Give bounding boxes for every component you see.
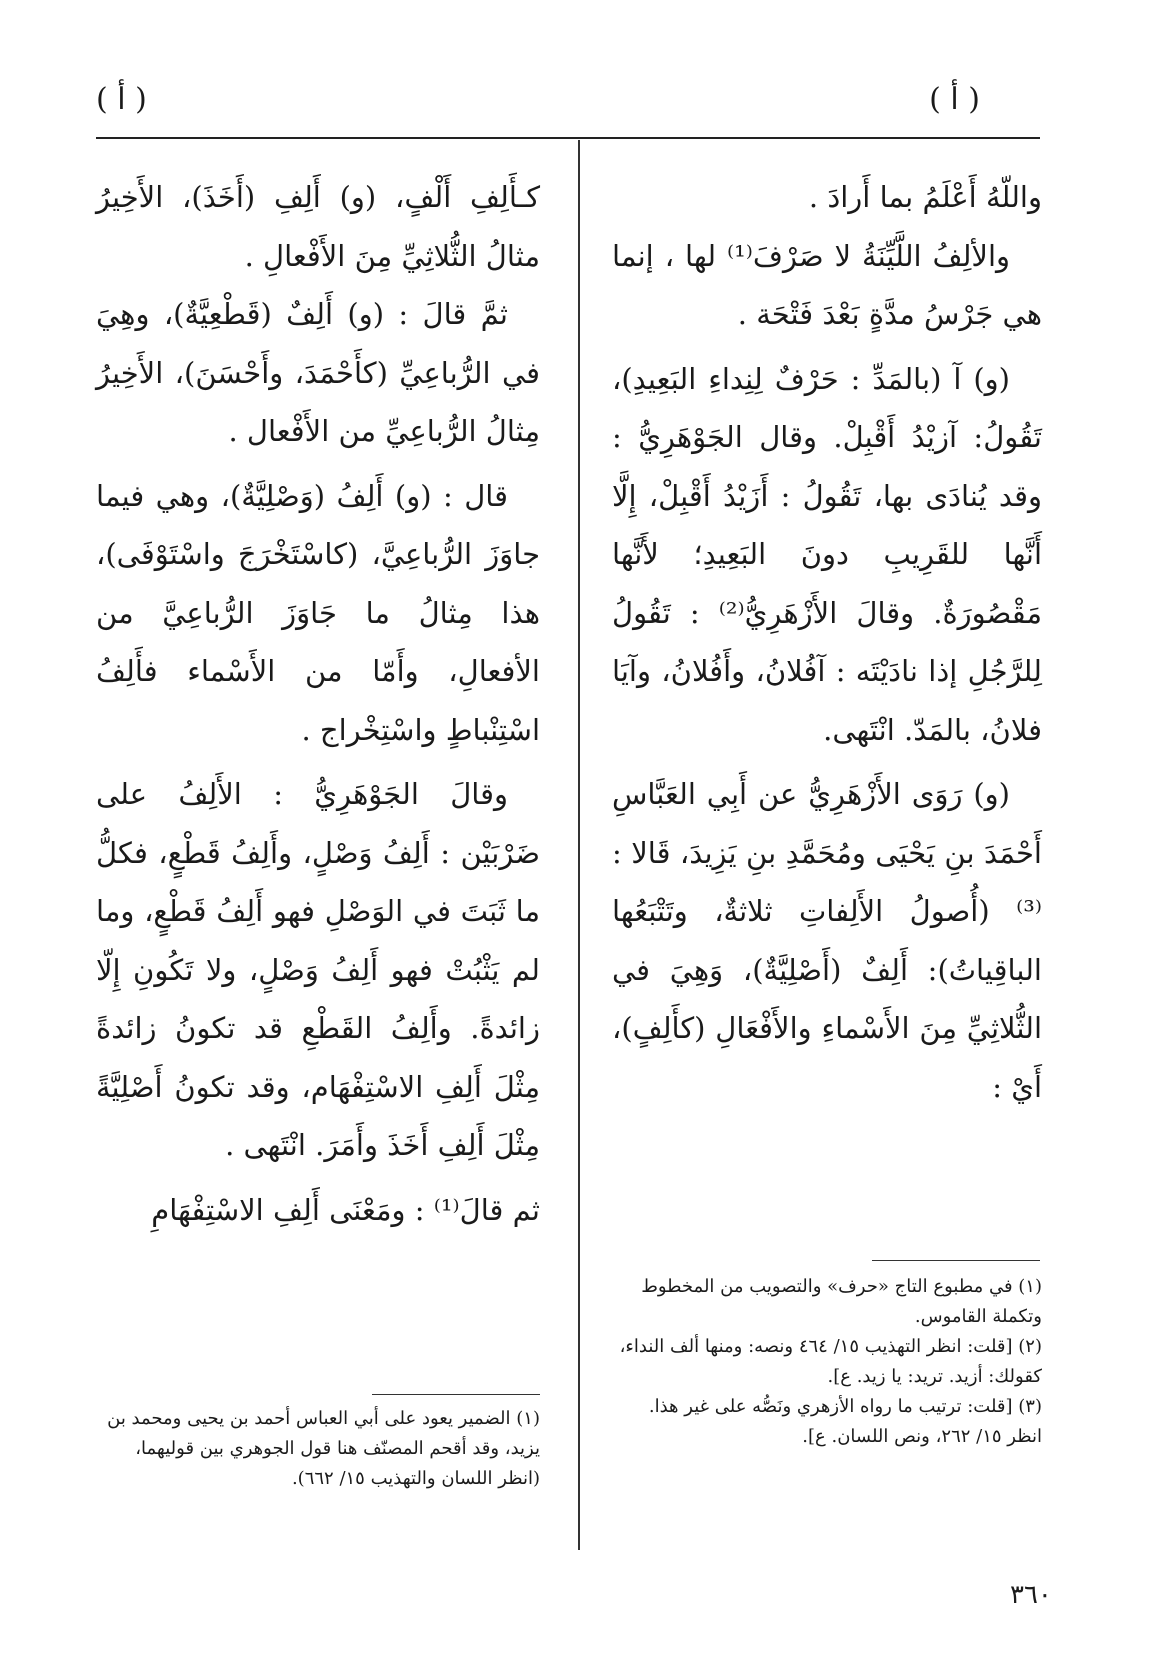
paragraph: ثم قالَ⁽¹⁾ : ومَعْنَى أَلِفِ الاسْتِفْهَامِ — [151, 1192, 540, 1227]
footnote: (١) الضمير يعود على أبي العباس أحمد بن يحيى ومحمد بن يزيد، وقد أقحم المصنّف هنا قول الجوهري بين قوليهما، (انظر اللسان والتهذيب ١٥/ ٦٦٢). — [107, 1408, 540, 1489]
paragraph: واللّهُ أَعْلَمُ بما أَرادَ . — [808, 180, 1042, 214]
right-column — [612, 168, 1042, 1116]
footnote: (٢) [قلت: انظر التهذيب ١٥/ ٤٦٤ ونصه: ومنها ألف النداء، كقولك: أزيد. تريد: يا زيد. ع]. — [619, 1336, 1042, 1387]
paragraph: (و) رَوَى الأَزْهَرِيُّ عن أَبِي العَبَّاسِ أَحْمَدَ بنِ يَحْيَى ومُحَمَّدِ بنِ يَزِيدَ، قَالا :⁽³⁾ (أُصولُ الأَلِفاتِ ثلاثةٌ، وتَتْبَعُها الباقِياتُ): أَلِفٌ (أَصْلِيَّةٌ)، وَهِيَ في الثُّلاثِيِّ مِنَ الأَسْماءِ والأَفْعَالِ (كأَلِفٍ)، أَيْ : — [612, 777, 1042, 1104]
footnotes-right — [612, 1272, 1042, 1452]
footnote-rule — [372, 1394, 540, 1395]
header-marker-right: ( أ ) — [929, 82, 980, 117]
footnotes-left — [96, 1404, 540, 1494]
footnote: (٣) [قلت: ترتيب ما رواه الأزهري ونَصُّه على غير هذا. انظر ١٥/ ٢٦٢، ونص اللسان. ع]. — [648, 1396, 1042, 1447]
footnote: (١) في مطبوع التاج «حرف» والتصويب من المخطوط وتكملة القاموس. — [641, 1276, 1042, 1327]
paragraph: كـأَلِفِ أَلْفٍ، (و) أَلِفِ (أَخَذَ)، الأَخِيرُ مثالُ الثُّلاثِيِّ مِنَ الأَفْعالِ . — [96, 180, 540, 273]
paragraph: قال : (و) أَلِفُ (وَصْلِيَّةٌ)، وهي فيما جاوَزَ الرُّباعِيَّ، (كاسْتَخْرَجَ واسْتَوْفَى)، هذا مِثالُ ما جَاوَزَ الرُّباعِيَّ من الأفعالِ، وأَمّا من الأَسْماء فأَلِفُ اسْتِنْباطٍ واسْتِخْراج . — [96, 478, 540, 747]
paragraph: وقالَ الجَوْهَرِيُّ : الأَلِفُ على ضَرْبَيْن : أَلِفُ وَصْلٍ، وأَلِفُ قَطْعٍ، فكلُّ ما ثَبَتَ في الوَصْلِ فهو أَلِفُ قَطْعٍ، وما لم يَثْبُتْ فهو أَلِفُ وَصْلٍ، ولا تَكُونِ إِلّا زائدةً. وأَلِفُ القَطْعِ قد تكونُ زائدةً مِثْلَ أَلِفِ الاسْتِفْهَام، وقد تكونُ أَصْلِيَّةً مِثْلَ أَلِفِ أَخَذَ وأَمَرَ. انْتَهى . — [96, 777, 540, 1162]
header-rule — [96, 137, 1040, 139]
left-column — [96, 168, 540, 1239]
paragraph: والألِفُ اللَّيِّنَةُ لا صَرْفَ⁽¹⁾ لها ، إنما هي جَرْسُ مدَّةٍ بَعْدَ فَتْحَة . — [612, 238, 1042, 331]
paragraph: (و) آ (بالمَدِّ : حَرْفٌ لِنِداءِ البَعِيدِ)، تَقُولُ: آزيْدُ أَقْبِلْ. وقال الجَوْهَرِيُّ : وقد يُنادَى بها، تَقُولُ : أَزَيْدُ أَقْبِلْ، إِلَّا أَنَّها للقَرِيبِ دونَ البَعِيدِ؛ لأَنَّها مَقْصُورَةٌ. وقالَ الأَزْهَرِيُّ⁽²⁾ : تَقُولُ لِلرَّجُلِ إذا نادَيْتَه : آفُلانُ، وأَفُلانُ، وآيَا فلانُ، بالمَدّ. انْتَهى. — [612, 361, 1042, 747]
page-number: ٣٦٠ — [1010, 1580, 1052, 1610]
footnote-rule — [872, 1260, 1040, 1261]
header-marker-left: ( أ ) — [96, 82, 147, 117]
paragraph: ثمَّ قالَ : (و) أَلِفٌ (قَطْعِيَّةٌ)، وهِيَ في الرُّباعِيِّ (كأَحْمَدَ، وأَحْسَنَ)، الأَخِيرُ مِثالُ الرُّباعِيِّ من الأَفْعال . — [96, 297, 540, 448]
column-divider — [578, 140, 580, 1550]
